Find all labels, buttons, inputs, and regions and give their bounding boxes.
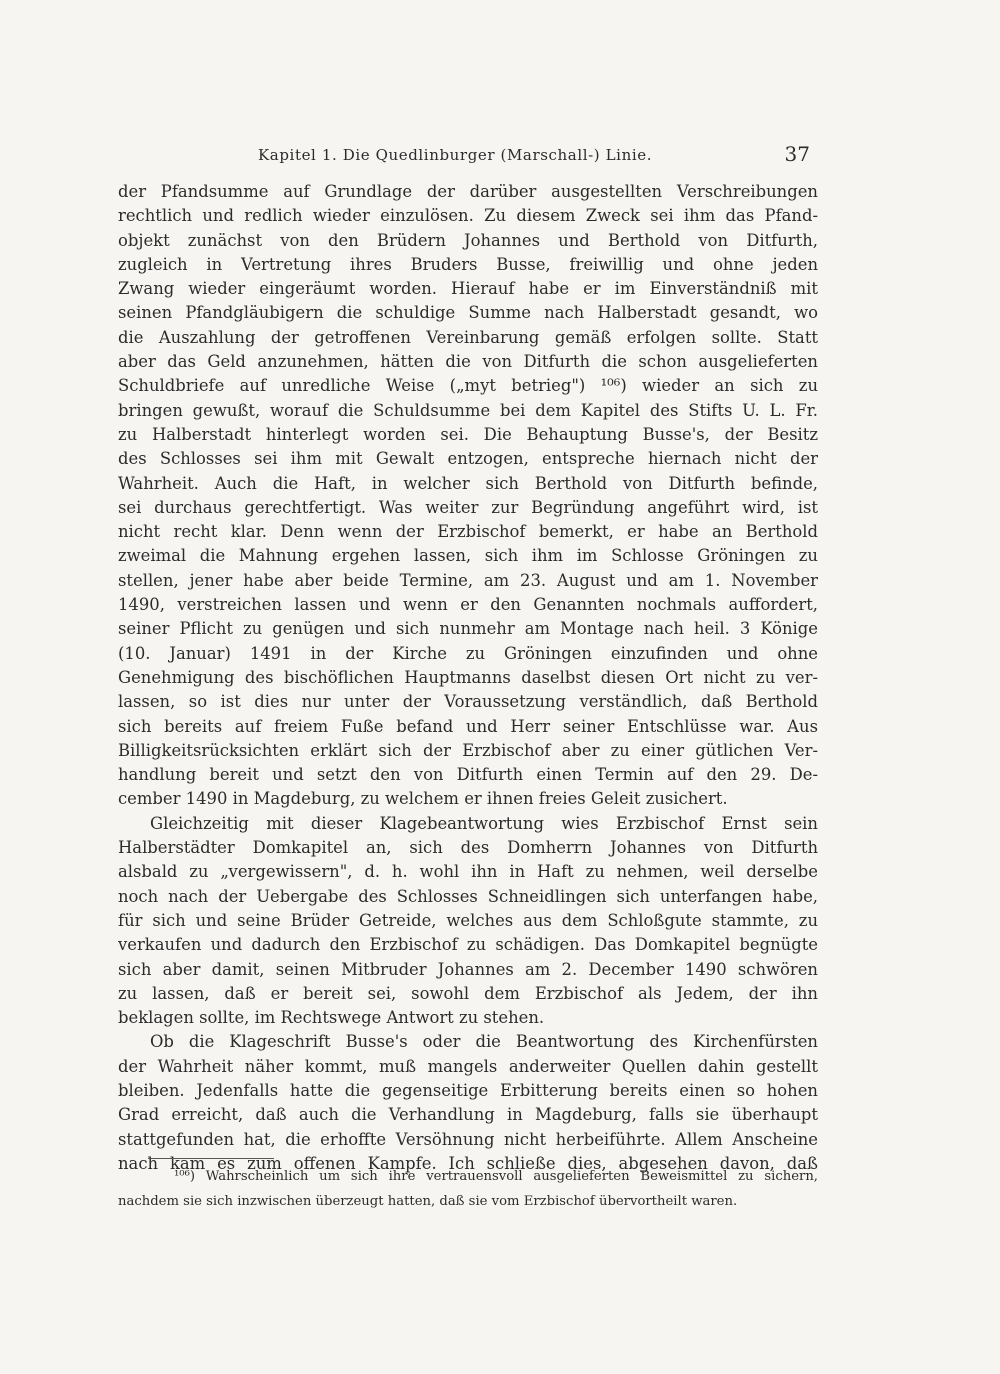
text-line: zweimal die Mahnung ergehen lassen, sich ihm im Schlosse Gröningen zu xyxy=(118,546,818,566)
text-line: objekt zunächst von den Brüdern Johannes und Berthold von Ditfurth, xyxy=(118,230,818,250)
text-line: zugleich in Vertretung ihres Bruders Busse, freiwillig und ohne jeden xyxy=(118,254,818,274)
text-line: sich bereits auf freiem Fuße befand und Herr seiner Entschlüsse war. Aus xyxy=(118,716,818,736)
text-line: nicht recht klar. Denn wenn der Erzbischof bemerkt, er habe an Berthold xyxy=(118,522,818,542)
text-line: sich aber damit, seinen Mitbruder Johannes am 2. December 1490 schwören xyxy=(118,959,818,979)
text-line: der Pfandsumme auf Grundlage der darüber ausgestellten Verschreibungen xyxy=(118,182,818,201)
text-line: aber das Geld anzunehmen, hätten die von Ditfurth die schon ausgelieferten xyxy=(118,352,818,372)
text-line: stellen, jener habe aber beide Termine, am 23. August und am 1. November xyxy=(118,570,818,590)
text-line: Halberstädter Domkapitel an, sich des Domherrn Johannes von Ditfurth xyxy=(118,838,818,858)
running-title: Kapitel 1. Die Quedlinburger (Marschall-) Linie. xyxy=(258,146,653,164)
text-line: Gleichzeitig mit dieser Klagebeantwortung wies Erzbischof Ernst sein xyxy=(150,813,818,833)
text-line: cember 1490 in Magdeburg, zu welchem er ihnen freies Geleit zusichert. xyxy=(118,789,728,809)
text-line: seinen Pfandgläubigern die schuldige Summe nach Halberstadt gesandt, wo xyxy=(118,303,818,323)
footnote xyxy=(118,1164,818,1214)
text-line: verkaufen und dadurch den Erzbischof zu schädigen. Das Domkapitel begnügte xyxy=(118,935,818,955)
text-line: Genehmigung des bischöflichen Hauptmanns daselbst diesen Ort nicht zu ver- xyxy=(118,667,818,687)
text-line: des Schlosses sei ihm mit Gewalt entzogen, entspreche hiernach nicht der xyxy=(118,449,818,469)
text-line: bringen gewußt, worauf die Schuldsumme bei dem Kapitel des Stifts U. L. Fr. xyxy=(118,400,818,420)
text-line: alsbald zu „vergewissern", d. h. wohl ihn in Haft zu nehmen, weil derselbe xyxy=(118,862,818,882)
running-head xyxy=(118,142,818,170)
text-line: (10. Januar) 1491 in der Kirche zu Gröningen einzufinden und ohne xyxy=(118,643,818,663)
text-line: Zwang wieder eingeräumt worden. Hierauf habe er im Einverständniß mit xyxy=(118,279,818,299)
text-line: zu Halberstadt hinterlegt worden sei. Die Behauptung Busse's, der Besitz xyxy=(118,424,818,444)
page-number: 37 xyxy=(784,142,810,166)
text-line: die Auszahlung der getroffenen Vereinbarung gemäß erfolgen sollte. Statt xyxy=(118,327,818,347)
body-text xyxy=(118,180,818,1176)
text-line: lassen, so ist dies nur unter der Voraussetzung verständlich, daß Berthold xyxy=(118,692,818,712)
footnote-divider xyxy=(148,1158,274,1159)
text-line: Schuldbriefe auf unredliche Weise („myt betrieg") ¹⁰⁶) wieder an sich zu xyxy=(118,376,818,396)
text-line: noch nach der Uebergabe des Schlosses Schneidlingen sich unterfangen habe, xyxy=(118,886,818,906)
paragraph xyxy=(118,180,818,812)
text-line: der Wahrheit näher kommt, muß mangels anderweiter Quellen dahin gestellt xyxy=(118,1056,818,1076)
footnotes xyxy=(118,1164,818,1214)
paragraph xyxy=(118,812,818,1031)
text-line: bleiben. Jedenfalls hatte die gegenseitige Erbitterung bereits einen so hohen xyxy=(118,1080,818,1100)
text-line: Wahrheit. Auch die Haft, in welcher sich Berthold von Ditfurth befinde, xyxy=(118,473,818,493)
text-line: sei durchaus gerechtfertigt. Was weiter zur Begründung angeführt wird, ist xyxy=(118,497,818,517)
text-line: seiner Pflicht zu genügen und sich nunmehr am Montage nach heil. 3 Könige xyxy=(118,619,818,639)
text-line: Billigkeitsrücksichten erklärt sich der Erzbischof aber zu einer gütlichen Ver- xyxy=(118,740,818,760)
text-line: Grad erreicht, daß auch die Verhandlung in Magdeburg, falls sie überhaupt xyxy=(118,1105,818,1125)
text-line: Ob die Klageschrift Busse's oder die Beantwortung des Kirchenfürsten xyxy=(150,1032,818,1052)
text-line: handlung bereit und setzt den von Ditfurth einen Termin auf den 29. De- xyxy=(118,765,818,785)
text-line: zu lassen, daß er bereit sei, sowohl dem Erzbischof als Jedem, der ihn xyxy=(118,983,818,1003)
paragraph xyxy=(118,1030,818,1176)
text-line: stattgefunden hat, die erhoffte Versöhnung nicht herbeiführte. Allem Anscheine xyxy=(118,1129,818,1149)
footnote-line: nachdem sie sich inzwischen überzeugt hatten, daß sie vom Erzbischof übervortheilt waren. xyxy=(118,1194,738,1209)
text-line: 1490, verstreichen lassen und wenn er den Genannten nochmals auffordert, xyxy=(118,595,818,615)
text-line: für sich und seine Brüder Getreide, welches aus dem Schloßgute stammte, zu xyxy=(118,910,818,930)
footnote-line: ¹⁰⁶) Wahrscheinlich um sich ihre vertrauensvoll ausgelieferten Beweismittel zu sichern, xyxy=(174,1169,818,1184)
text-line: rechtlich und redlich wieder einzulösen. Zu diesem Zweck sei ihm das Pfand- xyxy=(118,206,818,226)
text-line: beklagen sollte, im Rechtswege Antwort zu stehen. xyxy=(118,1008,545,1028)
text-line: nach kam es zum offenen Kampfe. Ich schließe dies, abgesehen davon, daß xyxy=(118,1153,818,1173)
